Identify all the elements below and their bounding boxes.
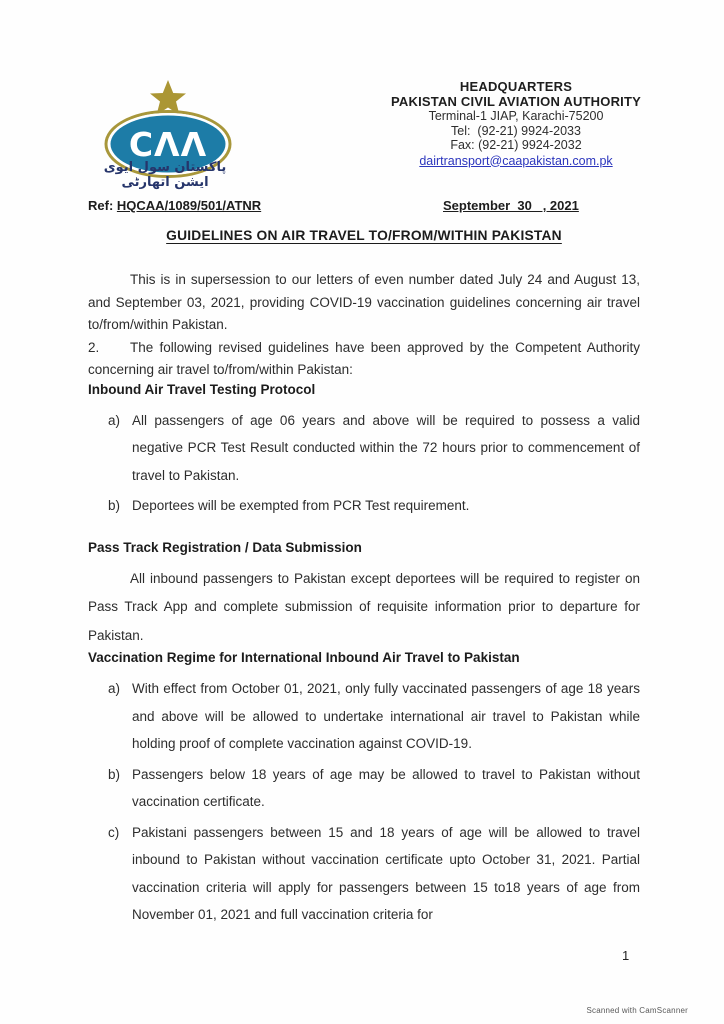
document-title: GUIDELINES ON AIR TRAVEL TO/FROM/WITHIN PAKISTAN — [166, 228, 562, 243]
camscanner-watermark: Scanned with CamScanner — [586, 1006, 688, 1015]
heading-inbound-testing: Inbound Air Travel Testing Protocol — [88, 381, 316, 397]
list-item-text: Passengers below 18 years of age may be allowed to travel to Pakistan without vaccination certificate. — [132, 766, 640, 809]
letterhead-address: Terminal-1 JIAP, Karachi-75200 — [428, 109, 604, 123]
list-item-label: a) — [108, 681, 121, 696]
list-item-label: c) — [108, 824, 120, 840]
paragraph-2-number: 2. — [88, 339, 100, 355]
list-item — [88, 492, 640, 520]
list-item-label: b) — [108, 498, 121, 513]
letterhead-headquarters: HEADQUARTERS — [459, 79, 573, 94]
ref-line — [88, 198, 261, 213]
list-item-label: b) — [108, 766, 121, 782]
list-item-text: All passengers of age 06 years and above will be required to possess a valid negative PCR Test Result conducted within the 72 hours prior to commencement of travel to Pakistan. — [132, 412, 640, 483]
letterhead — [368, 80, 664, 168]
list-inbound-testing — [88, 407, 640, 520]
paragraph-supersession: This is in supersession to our letters of even number dated July 24 and August 13, and September 03, 2021, providing COVID-19 vaccination guidelines concerning air travel to/from/within Pakistan. — [88, 272, 640, 332]
letterhead-tel: Tel: (92-21) 9924-2033 — [451, 123, 581, 138]
paragraph-pass-track: All inbound passengers to Pakistan except deportees will be required to register on Pass Track App and complete submission of requisite information prior to departure for Pakistan. — [88, 570, 640, 643]
document-body — [88, 228, 640, 949]
list-item-label: a) — [108, 412, 121, 428]
paragraph-2 — [88, 337, 640, 382]
caa-acronym: CΛΛ — [128, 125, 208, 164]
letterhead-org-name: PAKISTAN CIVIL AVIATION AUTHORITY — [391, 93, 641, 109]
list-item — [88, 675, 640, 758]
list-item — [88, 761, 640, 816]
logo-urdu-caption: پاکستان سول ایوی ایشن اتھارٹی — [103, 160, 227, 190]
list-item — [88, 407, 640, 490]
list-item — [88, 819, 640, 929]
star-icon — [150, 80, 186, 115]
letterhead-fax: Fax: (92-21) 9924-2032 — [450, 138, 582, 152]
letterhead-email-link[interactable]: dairtransport@caapakistan.com.pk — [419, 153, 613, 168]
ref-number: HQCAA/1089/501/ATNR — [116, 198, 262, 213]
heading-pass-track: Pass Track Registration / Data Submission — [88, 539, 362, 555]
ref-label: Ref: — [88, 198, 114, 213]
document-date: September 30 , 2021 — [443, 198, 579, 213]
paragraph-2-text: The following revised guidelines have been approved by the Competent Authority concerning air travel to/from/within Pakistan: — [88, 339, 640, 377]
heading-vaccination-regime: Vaccination Regime for International Inbound Air Travel to Pakistan — [88, 650, 520, 665]
list-item-text: With effect from October 01, 2021, only fully vaccinated passengers of age 18 years and above will be allowed to undertake international air travel to Pakistan while holding proof of complete vaccination against COVID-19. — [132, 681, 640, 751]
list-item-text: Pakistani passengers between 15 and 18 years of age will be allowed to travel inbound to Pakistan without vaccination certificate upto October 31, 2021. Partial vaccination criteria will apply for passengers between 15 to18 years of age from November 01, 2021 and full vaccination criteria for — [132, 824, 640, 922]
page-number: 1 — [622, 948, 630, 963]
list-vaccination-regime — [88, 675, 640, 929]
list-item-text: Deportees will be exempted from PCR Test requirement. — [132, 498, 470, 513]
